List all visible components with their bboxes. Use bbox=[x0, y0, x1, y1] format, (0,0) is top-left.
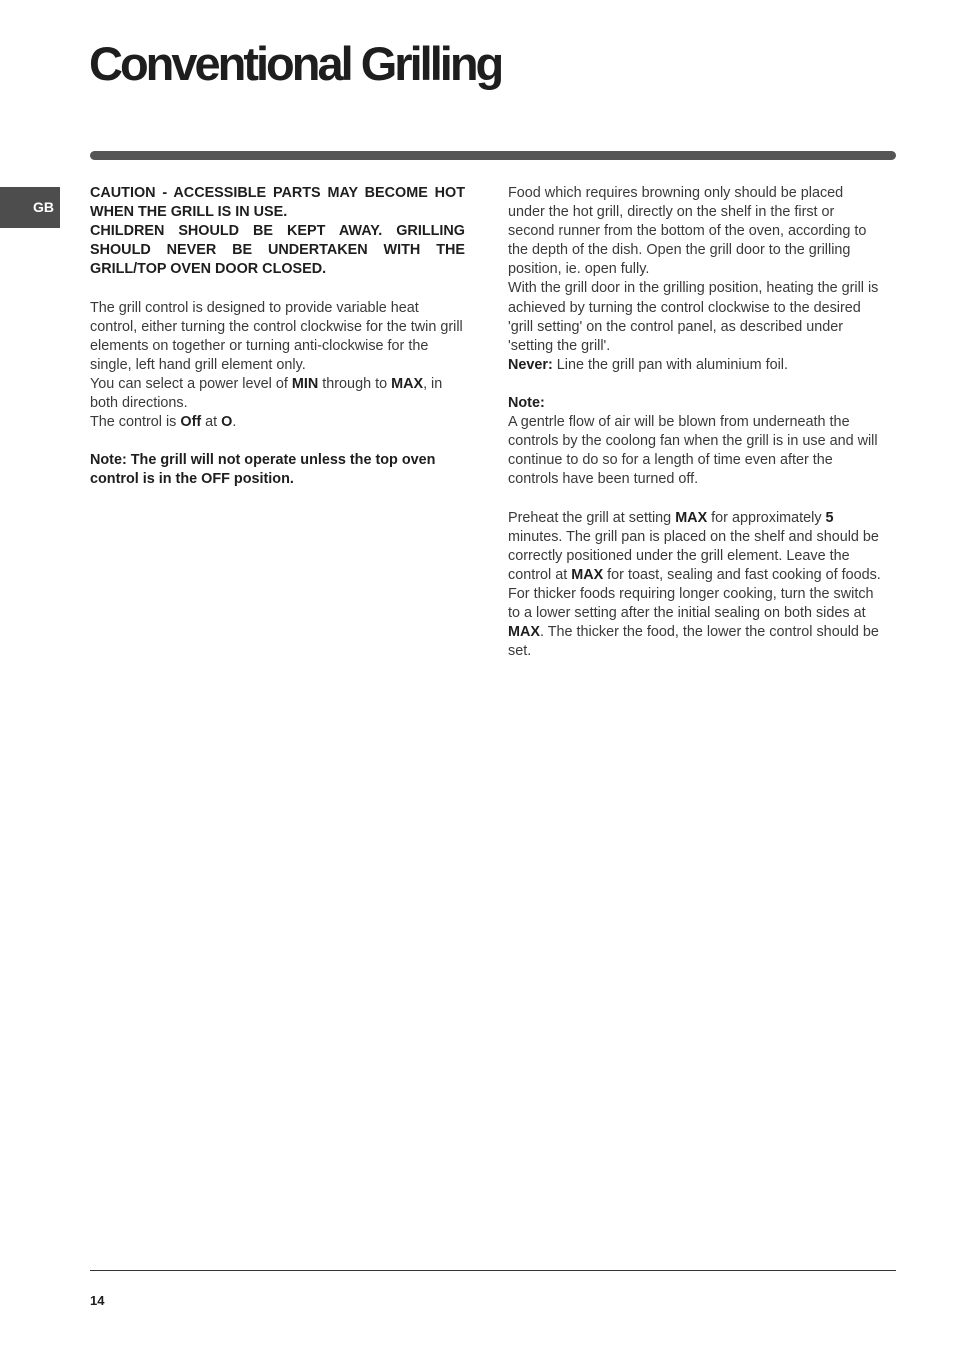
preheat-minutes: 5 bbox=[825, 509, 834, 526]
through-text: through to bbox=[318, 375, 392, 392]
right-column bbox=[508, 184, 883, 661]
min-label: MIN bbox=[291, 375, 319, 392]
power-suffix: , in both directions. bbox=[90, 375, 443, 412]
note-label: Note: bbox=[508, 395, 545, 412]
preheat-max-label-3: MAX bbox=[508, 624, 540, 641]
language-tab: GB bbox=[0, 187, 60, 228]
preheat-text-1: Preheat the grill at setting bbox=[508, 509, 676, 526]
footer-divider bbox=[90, 1270, 896, 1271]
preheat-max-label: MAX bbox=[675, 509, 708, 526]
max-label: MAX bbox=[391, 375, 424, 392]
children-warning: CHILDREN SHOULD BE KEPT AWAY. GRILLING SHOULD NEVER BE UNDERTAKEN WITH THE GRILL/TOP OVEN DOOR CLOSED. bbox=[90, 223, 465, 278]
never-text: Line the grill pan with aluminium foil. bbox=[552, 356, 788, 373]
off-label: Off bbox=[180, 414, 202, 431]
page-number: 14 bbox=[90, 1293, 105, 1308]
never-label: Never: bbox=[508, 356, 553, 373]
o-label: O bbox=[221, 414, 233, 431]
preheat-text-4: for toast, sealing and fast cooking of foods. For thicker foods requiring longer cooking, turn the switch to a lower setting after the initial sealing on both sides at bbox=[508, 566, 881, 622]
browning-paragraph: Food which requires browning only should be placed under the hot grill, directly on the shelf in the first or second runner from the bottom of the oven, according to the depth of the dish. Open the grill door to the grilling position, ie. open fully. bbox=[508, 185, 867, 278]
top-oven-note: Note: The grill will not operate unless the top oven control is in the OFF position. bbox=[90, 452, 436, 488]
grill-door-paragraph: With the grill door in the grilling position, heating the grill is achieved by turning the control clockwise to the desired 'grill setting' on the control panel, as described under 'setting the grill'. bbox=[508, 280, 879, 354]
at-text: at bbox=[201, 414, 222, 431]
preheat-max-label-2: MAX bbox=[571, 566, 604, 583]
control-prefix: The control is bbox=[90, 414, 181, 431]
power-prefix: You can select a power level of bbox=[90, 375, 292, 392]
never-paragraph bbox=[508, 356, 883, 375]
period: . bbox=[232, 414, 237, 431]
grill-control-text: The grill control is designed to provide variable heat control, either turning the control clockwise for the twin grill elements on together or turning anti-clockwise for the single, left hand grill element only. bbox=[90, 299, 463, 373]
preheat-text-3: minutes. The grill pan is placed on the shelf and should be correctly positioned under the grill element. Leave the control at bbox=[508, 528, 879, 583]
grill-control-paragraph bbox=[90, 299, 465, 433]
page-title: Conventional Grilling bbox=[89, 37, 502, 90]
fan-note-paragraph: A gentrle flow of air will be blown from underneath the controls by the coolong fan when the grill is in use and will continue to do so for a length of time even after the controls have been turned off. bbox=[508, 414, 878, 488]
caution-warning: CAUTION - ACCESSIBLE PARTS MAY BECOME HOT WHEN THE GRILL IS IN USE. bbox=[90, 185, 465, 221]
preheat-text-5: . The thicker the food, the lower the control should be set. bbox=[508, 624, 879, 660]
preheat-paragraph bbox=[508, 509, 883, 662]
title-divider bbox=[90, 151, 896, 160]
left-column bbox=[90, 184, 465, 490]
preheat-text-2: for approximately bbox=[707, 509, 826, 526]
